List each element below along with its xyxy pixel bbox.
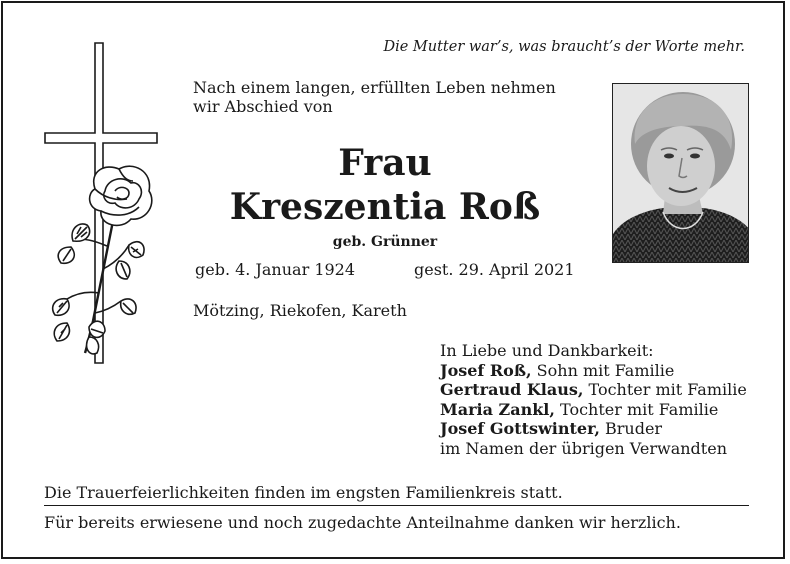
motto: Die Mutter war’s, was braucht’s der Worte mehr. [383,39,745,55]
intro-text [193,78,556,116]
mourner-relation: Bruder [599,419,663,438]
mourner-name: Maria Zankl, [440,399,555,419]
mourner-name: Josef Gottswinter, [440,419,600,438]
mourner-row [440,361,747,381]
intro-line-1: Nach einem langen, erfüllten Leben nehmen [193,78,556,97]
places: Mötzing, Riekofen, Kareth [193,301,407,320]
deceased-name: Kreszentia Roß [229,186,541,228]
salutation: Frau [338,142,432,184]
obituary-card [1,1,785,559]
mourner-relation: Tochter mit Familie [583,380,747,399]
gratitude-note: Für bereits erwiesene und noch zugedachte Anteilnahme danken wir herzlich. [44,513,681,532]
mourner-relation: Tochter mit Familie [554,399,719,419]
portrait-photo [612,83,749,263]
mourner-name: Gertraud Klaus, [440,380,584,399]
mourners-block [440,341,747,458]
birth-name: geb. Grünner [332,234,438,250]
divider [44,505,749,506]
portrait-icon [613,84,749,263]
mourner-row [440,380,747,400]
mourners-closing: im Namen der übrigen Verwandten [440,438,727,458]
cross-with-rose-icon [43,41,163,371]
death-date: gest. 29. April 2021 [414,260,575,279]
mourner-row [440,419,747,439]
mourner-name: Josef Roß, [440,360,532,380]
intro-line-2: wir Abschied von [193,97,333,116]
mourner-relation: Sohn mit Familie [531,360,675,380]
mourners-heading: In Liebe und Dankbarkeit: [440,341,654,360]
mourner-row [440,400,747,420]
birth-date: geb. 4. Januar 1924 [195,260,356,279]
funeral-note: Die Trauerfeierlichkeiten finden im engsten Familienkreis statt. [44,483,563,502]
